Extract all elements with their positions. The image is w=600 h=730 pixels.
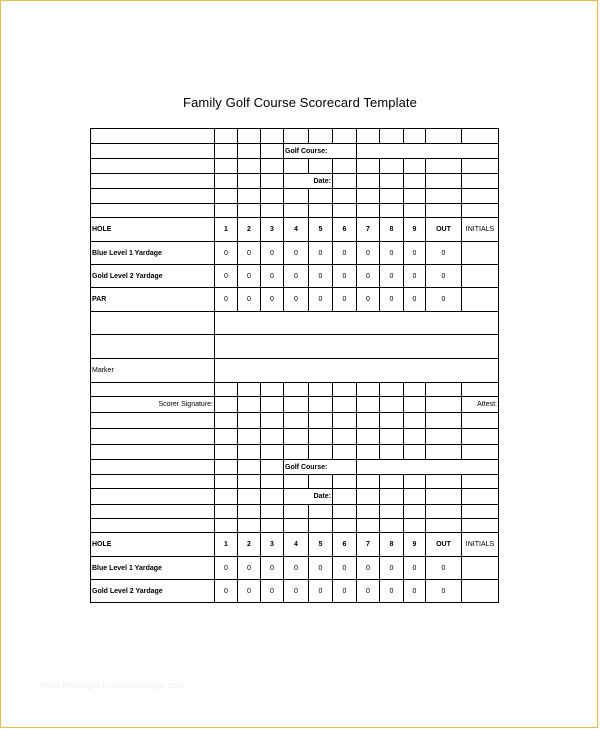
scorecard-cell xyxy=(238,429,261,445)
scorecard-cell xyxy=(91,413,215,429)
scorecard-cell xyxy=(284,189,309,204)
signature-row xyxy=(91,397,499,413)
scorecard-cell xyxy=(238,189,261,204)
scorecard-cell xyxy=(309,204,333,218)
scorecard-cell xyxy=(284,429,309,445)
scorecard-cell xyxy=(462,174,499,189)
scorecard-cell xyxy=(215,505,238,519)
scorecard-cell xyxy=(91,475,215,489)
table-row xyxy=(91,505,499,519)
scorecard-cell xyxy=(426,429,462,445)
gold-yardage-value: 0 xyxy=(284,580,309,603)
marker-label: Marker xyxy=(91,359,215,383)
par-value: 0 xyxy=(357,288,380,312)
scorecard-cell xyxy=(426,129,462,144)
blue-yardage-value: 0 xyxy=(404,242,426,265)
scorecard-cell xyxy=(284,505,309,519)
scorecard-cell xyxy=(462,429,499,445)
hole-number: 5 xyxy=(309,218,333,242)
scorecard-cell xyxy=(333,519,357,533)
scorecard-cell xyxy=(404,174,426,189)
scorecard-cell xyxy=(462,519,499,533)
scorecard-cell xyxy=(333,505,357,519)
blue-yardage-row xyxy=(91,242,499,265)
scorecard-cell xyxy=(309,519,333,533)
scorecard-cell xyxy=(309,397,333,413)
par-row xyxy=(91,288,499,312)
scorecard-cell xyxy=(215,519,238,533)
scorecard-cell xyxy=(238,445,261,460)
hole-number: 7 xyxy=(357,218,380,242)
scorecard-cell xyxy=(91,445,215,460)
hole-number: 7 xyxy=(357,533,380,557)
hole-row xyxy=(91,218,499,242)
scorecard-cell xyxy=(261,204,284,218)
scorecard-cell xyxy=(309,383,333,397)
scorecard-cell xyxy=(91,159,215,174)
hole-number: 9 xyxy=(404,218,426,242)
initials-label: INITIALS xyxy=(462,218,499,242)
par-value: 0 xyxy=(238,288,261,312)
hole-number: 6 xyxy=(333,533,357,557)
par-value: 0 xyxy=(309,288,333,312)
scorecard-cell xyxy=(380,505,404,519)
scorecard-table xyxy=(90,128,499,603)
scorecard-cell xyxy=(357,519,380,533)
scorecard-cell xyxy=(284,129,309,144)
scorecard-cell xyxy=(357,429,380,445)
scorecard-cell xyxy=(238,505,261,519)
initials-label: INITIALS xyxy=(462,533,499,557)
scorecard-cell xyxy=(91,519,215,533)
scorecard-cell xyxy=(404,159,426,174)
scorecard-cell xyxy=(380,489,404,505)
scorecard-cell xyxy=(91,460,215,475)
scorecard-cell xyxy=(426,489,462,505)
scorecard-cell xyxy=(380,519,404,533)
scorecard-cell xyxy=(380,159,404,174)
scorecard-cell xyxy=(357,383,380,397)
scorecard-cell xyxy=(462,475,499,489)
scorecard-cell xyxy=(284,445,309,460)
scorecard-cell xyxy=(91,489,215,505)
scorecard-cell xyxy=(333,397,357,413)
scorecard-cell xyxy=(261,397,284,413)
blue-yardage-label: Blue Level 1 Yardage xyxy=(91,557,215,580)
gold-yardage-label: Gold Level 2 Yardage xyxy=(91,265,215,288)
hole-number: 4 xyxy=(284,533,309,557)
scorecard-cell xyxy=(284,159,309,174)
scorecard-cell xyxy=(357,159,380,174)
scorecard-cell xyxy=(426,519,462,533)
golf-course-row xyxy=(91,460,499,475)
hole-label: HOLE xyxy=(91,533,215,557)
gold-yardage-value: 0 xyxy=(333,580,357,603)
hole-number: 2 xyxy=(238,218,261,242)
blue-yardage-value: 0 xyxy=(357,242,380,265)
par-value: 0 xyxy=(261,288,284,312)
scorecard-cell xyxy=(238,397,261,413)
scorecard-cell xyxy=(462,445,499,460)
scorecard-cell xyxy=(404,413,426,429)
hole-number: 2 xyxy=(238,533,261,557)
scorecard-cell xyxy=(261,129,284,144)
golf-course-row xyxy=(91,144,499,159)
scorecard-cell xyxy=(284,475,309,489)
gold-yardage-value: 0 xyxy=(380,265,404,288)
scorecard-cell xyxy=(404,397,426,413)
table-row xyxy=(91,475,499,489)
par-value: 0 xyxy=(426,288,462,312)
scorecard-cell xyxy=(215,445,238,460)
scorecard-cell xyxy=(261,159,284,174)
scorecard-cell xyxy=(462,580,499,603)
marker-row xyxy=(91,359,499,383)
scorecard-cell xyxy=(261,429,284,445)
gold-yardage-value: 0 xyxy=(357,265,380,288)
scorecard-cell xyxy=(215,460,238,475)
gold-yardage-row xyxy=(91,265,499,288)
scorecard-cell xyxy=(357,174,380,189)
scorecard-cell xyxy=(333,475,357,489)
scorecard-cell xyxy=(91,383,215,397)
scorecard-cell xyxy=(91,505,215,519)
scorecard-cell xyxy=(404,383,426,397)
scorecard-cell xyxy=(426,413,462,429)
date-label: Date: xyxy=(284,174,333,189)
par-value: 0 xyxy=(333,288,357,312)
hole-number: 5 xyxy=(309,533,333,557)
scorecard-cell xyxy=(284,204,309,218)
scorecard-cell xyxy=(426,505,462,519)
hole-number: 1 xyxy=(215,533,238,557)
scorecard-cell xyxy=(426,397,462,413)
scorecard-cell xyxy=(357,397,380,413)
blue-yardage-value: 0 xyxy=(426,557,462,580)
table-row xyxy=(91,159,499,174)
scorecard-cell xyxy=(215,174,238,189)
scorecard-cell xyxy=(357,204,380,218)
par-value: 0 xyxy=(404,288,426,312)
table-row xyxy=(91,129,499,144)
par-label: PAR xyxy=(91,288,215,312)
hole-row xyxy=(91,533,499,557)
scorecard-cell xyxy=(462,265,499,288)
scorecard-cell xyxy=(462,242,499,265)
scorecard-cell xyxy=(284,383,309,397)
blue-yardage-value: 0 xyxy=(284,557,309,580)
golf-course-value xyxy=(357,460,499,475)
date-row xyxy=(91,489,499,505)
scorer-signature-label: Scorer Signature: xyxy=(91,397,215,413)
blue-yardage-row xyxy=(91,557,499,580)
scorecard-cell xyxy=(215,397,238,413)
scorecard-cell xyxy=(238,129,261,144)
hole-label: HOLE xyxy=(91,218,215,242)
scorecard-cell xyxy=(309,159,333,174)
scorecard-cell xyxy=(333,159,357,174)
scorecard-cell xyxy=(215,359,499,383)
scorecard-cell xyxy=(333,189,357,204)
scorecard-cell xyxy=(380,397,404,413)
scorecard-cell xyxy=(215,312,499,335)
scorecard-cell xyxy=(333,204,357,218)
scorecard-cell xyxy=(261,505,284,519)
scorecard-cell xyxy=(380,383,404,397)
scorecard-cell xyxy=(91,189,215,204)
scorecard-cell xyxy=(309,429,333,445)
scorecard-cell xyxy=(238,144,261,159)
blue-yardage-value: 0 xyxy=(380,242,404,265)
blue-yardage-value: 0 xyxy=(215,557,238,580)
scorecard-cell xyxy=(380,445,404,460)
par-value: 0 xyxy=(284,288,309,312)
scorecard-cell xyxy=(284,397,309,413)
gold-yardage-value: 0 xyxy=(215,265,238,288)
scorecard-cell xyxy=(333,129,357,144)
scorecard-cell xyxy=(462,489,499,505)
scorecard-cell xyxy=(333,445,357,460)
scorecard-cell xyxy=(261,413,284,429)
blue-yardage-value: 0 xyxy=(238,242,261,265)
scorecard-cell xyxy=(309,413,333,429)
scorecard-cell xyxy=(91,129,215,144)
blue-yardage-value: 0 xyxy=(238,557,261,580)
scorecard-cell xyxy=(404,129,426,144)
scorecard-cell xyxy=(261,519,284,533)
blue-yardage-value: 0 xyxy=(357,557,380,580)
scorecard-cell xyxy=(333,489,357,505)
scorecard-cell xyxy=(357,489,380,505)
scorecard-cell xyxy=(462,383,499,397)
hole-number: 4 xyxy=(284,218,309,242)
par-value: 0 xyxy=(215,288,238,312)
scorecard-cell xyxy=(357,129,380,144)
scorecard-cell xyxy=(426,445,462,460)
par-value: 0 xyxy=(380,288,404,312)
scorecard-cell xyxy=(462,204,499,218)
scorecard-cell xyxy=(380,174,404,189)
scorecard-cell xyxy=(91,429,215,445)
blue-yardage-value: 0 xyxy=(404,557,426,580)
scorecard-cell xyxy=(462,159,499,174)
table-row xyxy=(91,204,499,218)
scorecard-cell xyxy=(357,189,380,204)
scorecard-cell xyxy=(261,489,284,505)
gold-yardage-value: 0 xyxy=(309,580,333,603)
scorecard-cell xyxy=(309,505,333,519)
scorecard-cell xyxy=(238,204,261,218)
scorecard-cell xyxy=(238,475,261,489)
scorecard-cell xyxy=(404,204,426,218)
scorecard-cell xyxy=(91,174,215,189)
table-row xyxy=(91,383,499,397)
scorecard-cell xyxy=(215,129,238,144)
golf-course-label: Golf Course: xyxy=(284,460,357,475)
scorecard-cell xyxy=(91,312,215,335)
blue-yardage-value: 0 xyxy=(215,242,238,265)
table-row xyxy=(91,189,499,204)
scorecard-cell xyxy=(380,429,404,445)
scorecard-cell xyxy=(462,129,499,144)
scorecard-cell xyxy=(333,429,357,445)
scorecard-cell xyxy=(309,129,333,144)
scorecard-cell xyxy=(215,335,499,359)
out-label: OUT xyxy=(426,218,462,242)
scorecard-cell xyxy=(91,204,215,218)
scorecard-cell xyxy=(380,189,404,204)
scorecard-cell xyxy=(380,204,404,218)
scorecard-cell xyxy=(462,557,499,580)
scorecard-cell xyxy=(238,489,261,505)
hole-number: 1 xyxy=(215,218,238,242)
gold-yardage-value: 0 xyxy=(215,580,238,603)
scorecard-cell xyxy=(404,505,426,519)
scorecard-cell xyxy=(215,383,238,397)
gold-yardage-value: 0 xyxy=(426,265,462,288)
scorecard-cell xyxy=(215,429,238,445)
date-label: Date: xyxy=(284,489,333,505)
scorecard-cell xyxy=(426,159,462,174)
gold-yardage-label: Gold Level 2 Yardage xyxy=(91,580,215,603)
hole-number: 8 xyxy=(380,218,404,242)
scorecard-cell xyxy=(462,413,499,429)
scorecard-cell xyxy=(215,413,238,429)
hole-number: 3 xyxy=(261,218,284,242)
gold-yardage-value: 0 xyxy=(309,265,333,288)
scorecard-cell xyxy=(380,129,404,144)
table-row xyxy=(91,335,499,359)
scorecard-cell xyxy=(426,204,462,218)
attest-label: Attest: xyxy=(462,397,499,413)
gold-yardage-row xyxy=(91,580,499,603)
scorecard-cell xyxy=(404,519,426,533)
table-row xyxy=(91,445,499,460)
scorecard-cell xyxy=(309,445,333,460)
scorecard-cell xyxy=(261,174,284,189)
golf-course-value xyxy=(357,144,499,159)
gold-yardage-value: 0 xyxy=(357,580,380,603)
scorecard-cell xyxy=(462,288,499,312)
scorecard-cell xyxy=(238,383,261,397)
scorecard-cell xyxy=(357,445,380,460)
scorecard-cell xyxy=(404,189,426,204)
scorecard-cell xyxy=(215,159,238,174)
blue-yardage-value: 0 xyxy=(309,242,333,265)
scorecard-cell xyxy=(380,413,404,429)
out-label: OUT xyxy=(426,533,462,557)
scorecard-cell xyxy=(215,489,238,505)
scorecard-cell xyxy=(261,144,284,159)
scorecard-cell xyxy=(462,189,499,204)
gold-yardage-value: 0 xyxy=(380,580,404,603)
scorecard-cell xyxy=(380,475,404,489)
gold-yardage-value: 0 xyxy=(261,265,284,288)
watermark: www.heritagechristiancollege.com xyxy=(40,680,186,690)
hole-number: 9 xyxy=(404,533,426,557)
scorecard-cell xyxy=(357,505,380,519)
scorecard-cell xyxy=(357,475,380,489)
blue-yardage-value: 0 xyxy=(261,557,284,580)
scorecard-cell xyxy=(238,159,261,174)
scorecard-cell xyxy=(91,335,215,359)
scorecard-cell xyxy=(333,383,357,397)
scorecard-cell xyxy=(426,475,462,489)
table-row xyxy=(91,413,499,429)
scorecard-cell xyxy=(215,475,238,489)
scorecard-cell xyxy=(261,460,284,475)
scorecard-cell xyxy=(404,445,426,460)
blue-yardage-value: 0 xyxy=(333,557,357,580)
scorecard-cell xyxy=(426,189,462,204)
blue-yardage-value: 0 xyxy=(333,242,357,265)
scorecard-cell xyxy=(238,413,261,429)
scorecard-cell xyxy=(238,174,261,189)
scorecard-cell xyxy=(284,413,309,429)
scorecard-cell xyxy=(215,144,238,159)
scorecard-cell xyxy=(261,189,284,204)
scorecard-cell xyxy=(215,204,238,218)
table-row xyxy=(91,312,499,335)
scorecard-cell xyxy=(357,413,380,429)
golf-course-label: Golf Course: xyxy=(284,144,357,159)
gold-yardage-value: 0 xyxy=(426,580,462,603)
blue-yardage-value: 0 xyxy=(380,557,404,580)
scorecard-cell xyxy=(426,383,462,397)
blue-yardage-value: 0 xyxy=(261,242,284,265)
scorecard-cell xyxy=(215,189,238,204)
scorecard-cell xyxy=(91,144,215,159)
page-title: Family Golf Course Scorecard Template xyxy=(183,95,417,110)
scorecard-cell xyxy=(238,460,261,475)
table-row xyxy=(91,519,499,533)
hole-number: 8 xyxy=(380,533,404,557)
scorecard-cell xyxy=(238,519,261,533)
scorecard-cell xyxy=(333,174,357,189)
hole-number: 6 xyxy=(333,218,357,242)
scorecard-cell xyxy=(404,429,426,445)
scorecard-cell xyxy=(261,445,284,460)
gold-yardage-value: 0 xyxy=(238,580,261,603)
date-row xyxy=(91,174,499,189)
scorecard-cell xyxy=(309,189,333,204)
gold-yardage-value: 0 xyxy=(238,265,261,288)
gold-yardage-value: 0 xyxy=(284,265,309,288)
blue-yardage-label: Blue Level 1 Yardage xyxy=(91,242,215,265)
scorecard-cell xyxy=(333,413,357,429)
scorecard-cell xyxy=(309,475,333,489)
gold-yardage-value: 0 xyxy=(404,580,426,603)
gold-yardage-value: 0 xyxy=(404,265,426,288)
scorecard-cell xyxy=(426,174,462,189)
blue-yardage-value: 0 xyxy=(426,242,462,265)
gold-yardage-value: 0 xyxy=(261,580,284,603)
scorecard-cell xyxy=(261,383,284,397)
gold-yardage-value: 0 xyxy=(333,265,357,288)
table-row xyxy=(91,429,499,445)
scorecard-cell xyxy=(462,505,499,519)
scorecard-cell xyxy=(261,475,284,489)
blue-yardage-value: 0 xyxy=(284,242,309,265)
hole-number: 3 xyxy=(261,533,284,557)
blue-yardage-value: 0 xyxy=(309,557,333,580)
scorecard-cell xyxy=(404,475,426,489)
scorecard-cell xyxy=(404,489,426,505)
scorecard-cell xyxy=(284,519,309,533)
